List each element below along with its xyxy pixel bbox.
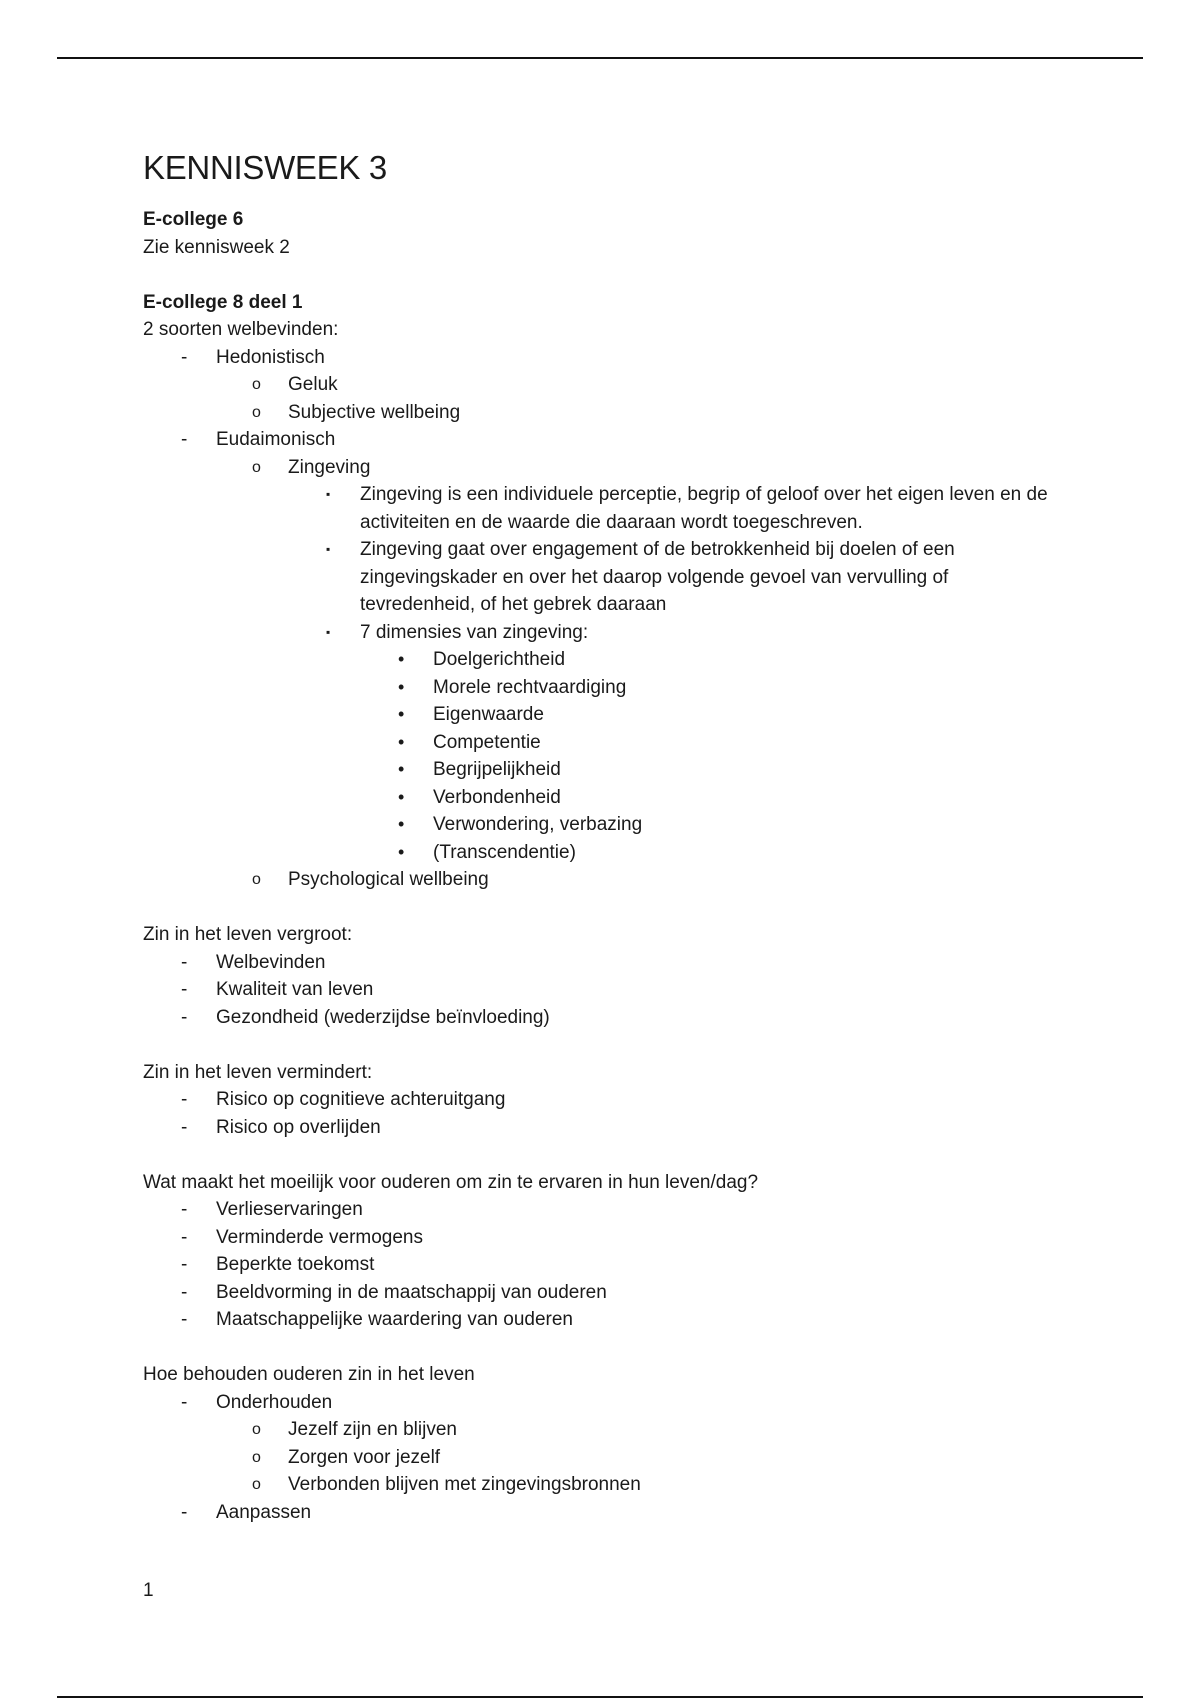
list-item: - Aanpassen — [143, 1499, 1063, 1527]
list-item: - Beperkte toekomst — [143, 1251, 1063, 1279]
header-rule — [57, 57, 1143, 59]
bullet-marker: • — [398, 649, 405, 669]
dash-marker: - — [181, 1116, 188, 1138]
dash-marker: - — [181, 1226, 188, 1248]
list-item: ▪ Zingeving gaat over engagement of de betrokkenheid bij doelen of een zingevingskader en over het daarop volgende gevoel van vervulling of tevredenheid, of het gebrek daaraan — [143, 536, 1063, 619]
square-marker: ▪ — [326, 624, 331, 639]
circle-marker: o — [252, 871, 261, 888]
circle-marker: o — [252, 376, 261, 393]
list-item: o Zorgen voor jezelf — [143, 1444, 1063, 1472]
paragraph: Zin in het leven vergroot: — [143, 924, 353, 945]
list-item: o Verbonden blijven met zingevingsbronnen — [143, 1471, 1063, 1499]
square-marker: ▪ — [326, 542, 331, 556]
section-heading: E-college 8 deel 1 — [143, 291, 303, 313]
circle-marker: o — [252, 1421, 261, 1438]
circle-marker: o — [252, 1476, 261, 1493]
paragraph: 2 soorten welbevinden: — [143, 319, 339, 340]
circle-marker: o — [252, 1448, 261, 1466]
document-body — [143, 140, 1063, 1526]
dash-marker: - — [181, 1006, 188, 1028]
list-item: - Beeldvorming in de maatschappij van ouderen — [143, 1279, 1063, 1307]
dash-marker: - — [181, 979, 188, 1000]
list-item: - Kwaliteit van leven — [143, 976, 1063, 1004]
footer-rule — [57, 1696, 1143, 1698]
list-item: o Psychological wellbeing — [143, 866, 1063, 894]
list-item: - Verlieservaringen — [143, 1196, 1063, 1224]
list-item: - Onderhouden — [143, 1389, 1063, 1417]
paragraph: Wat maakt het moeilijk voor ouderen om zin te ervaren in hun leven/dag? — [143, 1171, 759, 1193]
square-marker: ▪ — [326, 487, 331, 501]
bullet-marker: • — [398, 731, 405, 752]
list-item: - Gezondheid (wederzijdse beïnvloeding) — [143, 1004, 1063, 1032]
page-number: 1 — [143, 1580, 154, 1601]
bullet-marker: • — [398, 786, 405, 807]
dash-marker: - — [181, 1281, 188, 1303]
list-item: - Welbevinden — [143, 949, 1063, 977]
dash-marker: - — [181, 1089, 188, 1110]
circle-marker: o — [252, 458, 261, 476]
bullet-marker: • — [398, 704, 405, 724]
section-heading: E-college 6 — [143, 209, 244, 230]
list-item: • Doelgerichtheid — [143, 646, 1063, 674]
list-item: o Zingeving — [143, 454, 1063, 482]
list-item: • Verbondenheid — [143, 784, 1063, 812]
list-item: - Verminderde vermogens — [143, 1224, 1063, 1252]
list-item: o Subjective wellbeing — [143, 399, 1063, 427]
list-item: • Eigenwaarde — [143, 701, 1063, 729]
list-item: - Eudaimonisch — [143, 426, 1063, 454]
dash-marker: - — [181, 1501, 188, 1523]
bullet-marker: • — [398, 841, 405, 862]
dash-marker: - — [181, 1199, 188, 1220]
list-item: ▪ 7 dimensies van zingeving: — [143, 619, 1063, 647]
bullet-marker: • — [398, 676, 405, 697]
list-item: • Verwondering, verbazing — [143, 811, 1063, 839]
dash-marker: - — [181, 346, 188, 368]
list-item: • (Transcendentie) — [143, 839, 1063, 867]
list-item: - Hedonistisch — [143, 344, 1063, 372]
dash-marker: - — [181, 1309, 188, 1330]
list-item: - Risico op overlijden — [143, 1114, 1063, 1142]
dash-marker: - — [181, 1254, 188, 1275]
dash-marker: - — [181, 1391, 188, 1413]
list-item: • Morele rechtvaardiging — [143, 674, 1063, 702]
paragraph: Zie kennisweek 2 — [143, 236, 290, 258]
list-item: • Competentie — [143, 729, 1063, 757]
list-item: • Begrijpelijkheid — [143, 756, 1063, 784]
paragraph: Zin in het leven vermindert: — [143, 1061, 373, 1083]
document-title: KENNISWEEK 3 — [143, 149, 387, 186]
dash-marker: - — [181, 951, 188, 973]
list-item: - Risico op cognitieve achteruitgang — [143, 1086, 1063, 1114]
list-item: o Jezelf zijn en blijven — [143, 1416, 1063, 1444]
dash-marker: - — [181, 429, 188, 450]
list-item: o Geluk — [143, 371, 1063, 399]
list-item: - Maatschappelijke waardering van ouderen — [143, 1306, 1063, 1334]
paragraph: Hoe behouden ouderen zin in het leven — [143, 1364, 475, 1385]
bullet-marker: • — [398, 759, 405, 779]
list-item: ▪ Zingeving is een individuele perceptie, begrip of geloof over het eigen leven en de activiteiten en de waarde die daaraan wordt toegeschreven. — [143, 481, 1063, 536]
bullet-marker: • — [398, 814, 405, 834]
circle-marker: o — [252, 403, 261, 421]
